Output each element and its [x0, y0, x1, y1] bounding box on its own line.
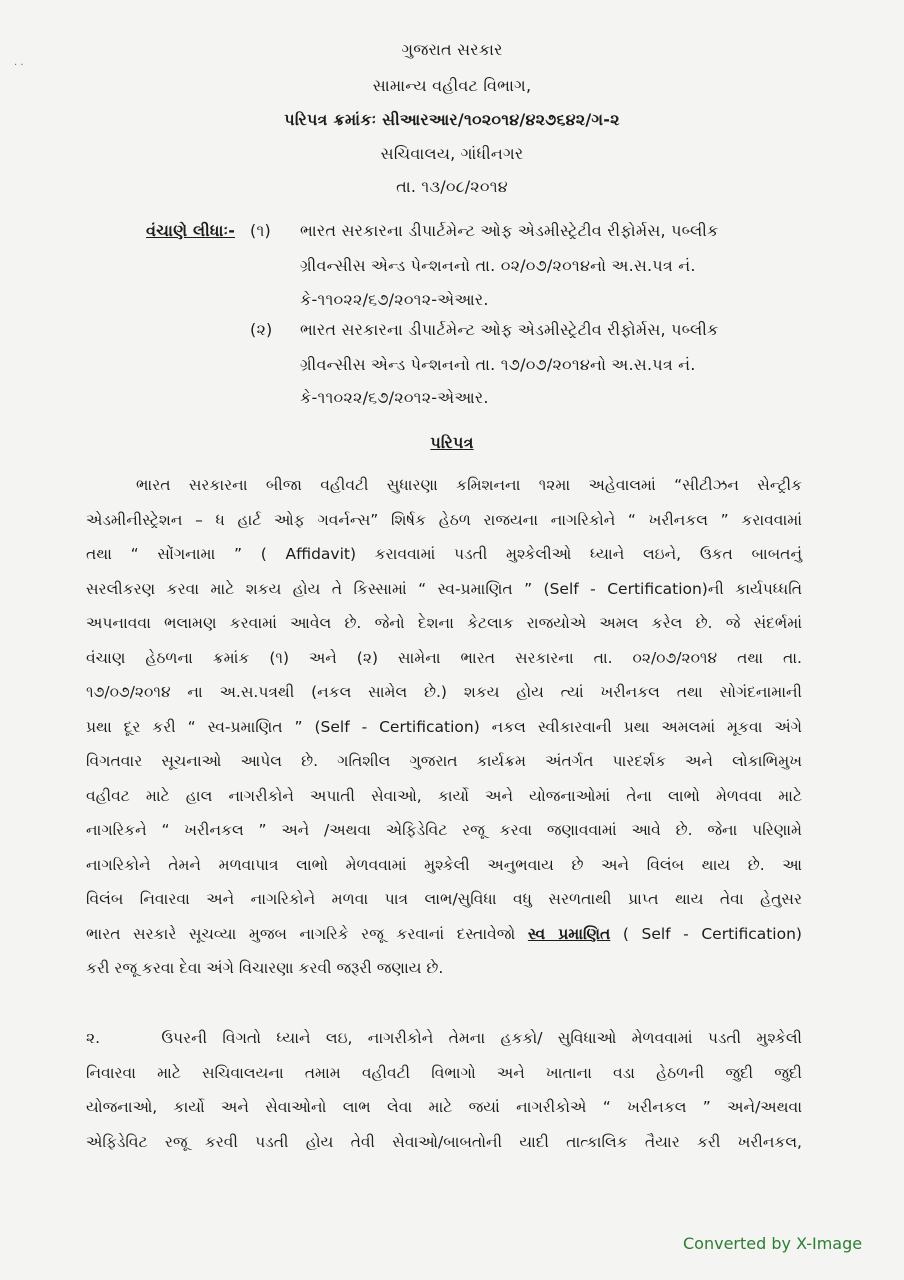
paragraph-1-line: તથા “ સોંગનામા ” ( Affidavit) કરાવવામાં પડતી મુશ્કેલીઓ ધ્યાને લઇને, ઉકત બાબતનું	[86, 545, 802, 563]
paragraph-1-line: ૧૭/૦૭/૨૦૧૪ ના અ.સ.પત્રથી (નકલ સામેલ છે.) શકય હોય ત્યાં ખરીનકલ તથા સોગંદનામાની	[86, 683, 802, 701]
paragraph-1-line: ભારત સરકારના બીજા વહીવટી સુધારણા કમિશનના ૧૨મા અહેવાલમાં “સીટીઝન સેન્ટ્રીક	[136, 476, 802, 494]
paragraph-2-line: ઉપરની વિગતો ધ્યાને લઇ, નાગરીકોને તેમના હકકો/ સુવિધાઓ મેળવવામાં પડતી મુશ્કેલી	[161, 1029, 802, 1047]
circular-label: પરિપત્ર ક્રમાંકઃ	[284, 110, 377, 129]
reference-2-line-2: ગ્રીવન્સીસ એન્ડ પેન્શનનો તા. ૧૭/૦૭/૨૦૧૪નો અ.સ.પત્ર નં.	[300, 355, 696, 374]
paragraph-1-line: વિલંબ નિવારવા અને નાગરિકોને મળવા પાત્ર લાભ/સુવિધા વધુ સરળતાથી પ્રાપ્ત થાય તેવા હેતુસર	[86, 890, 802, 908]
header-department: સામાન્ય વહીવટ વિભાગ,	[372, 76, 532, 95]
paragraph-1-line: નાગરિકોને તેમને મળવાપાત્ર લાભો મેળવવામાં મુશ્કેલી અનુભવાય છે અને વિલંબ થાય છે. આ	[86, 855, 802, 874]
paragraph-1	[86, 475, 802, 993]
header-circular-number	[0, 110, 904, 130]
watermark: Converted by X-Image	[683, 1234, 863, 1253]
paragraph-1-line: અપનાવવા ભલામણ કરવામાં આવેલ છે. જેનો દેશના કેટલાક રાજયોએ અમલ કરેલ છે. જે સંદર્ભમાં	[86, 614, 802, 632]
paragraph-1-line: સરલીકરણ કરવા માટે શકય હોય તે કિસ્સામાં “ સ્વ-પ્રમાણિત ” (Self - Certification)ની કાર્યપધ્ધતિ	[86, 579, 802, 598]
reference-2-number: (૨)	[250, 320, 273, 339]
circular-number: સીઆરઆર/૧૦૨૦૧૪/૪૨૭૬૪૨/ગ-૨	[382, 110, 620, 129]
scan-speck: · ·	[14, 60, 24, 71]
circular-heading: પરિપત્ર	[430, 433, 474, 452]
paragraph-2-line: નિવારવા માટે સચિવાલયના તમામ વહીવટી વિભાગો અને ખાતાના વડા હેઠળની જુદી જુદી	[86, 1063, 802, 1082]
paragraph-2-first-line	[86, 1028, 802, 1063]
header-government: ગુજરાત સરકાર	[401, 40, 503, 59]
paragraph-1-line: પ્રથા દૂર કરી “ સ્વ-પ્રમાણિત ” (Self - Certification) નકલ સ્વીકારવાની પ્રથા અમલમાં મૂકવા અંગે	[86, 717, 802, 736]
paragraph-1-last-line: કરી રજૂ કરવા દેવા અંગે વિચારણા કરવી જરૂરી જણાય છે.	[86, 959, 444, 977]
reference-1-number: (૧)	[250, 221, 271, 240]
paragraph-1-line: વિગતવાર સૂચનાઓ આપેલ છે. ગતિશીલ ગુજરાત કાર્યક્રમ અંતર્ગત પારદર્શક અને લોકાભિમુખ	[86, 752, 802, 770]
paragraph-2-number: ૨.	[86, 1029, 101, 1047]
paragraph-1-line: વહીવટ માટે હાલ નાગરીકોને અપાતી સેવાઓ, કાર્યો અને યોજનાઓમાં તેના લાભો મેળવવા માટે	[86, 786, 802, 805]
header-place: સચિવાલય, ગાંધીનગર	[380, 144, 524, 163]
paragraph-2	[86, 1028, 802, 1166]
paragraph-1-tail-after: ( Self - Certification)	[622, 924, 802, 943]
paragraph-1-line: વંચાણ હેઠળના ક્રમાંક (૧) અને (૨) સામેના ભારત સરકારના તા. ૦૨/૦૭/૨૦૧૪ તથા તા.	[86, 648, 802, 667]
paragraph-1-line: એડમીનીસ્ટ્રેશન – ધ હાર્ટ ઓફ ગવર્નન્સ” શિર્ષક હેઠળ રાજયના નાગરિકોને “ ખરીનકલ ” કરાવવામાં	[86, 510, 802, 529]
paragraph-1-line: નાગરિકને “ ખરીનકલ ” અને /અથવા એફિડેવિટ રજૂ કરવા જણાવવામાં આવે છે. જેના પરિણામે	[86, 821, 802, 839]
paragraph-2-line: યોજનાઓ, કાર્યો અને સેવાઓનો લાભ લેવા માટે જયાં નાગરીકોએ “ ખરીનકલ ” અને/અથવા	[86, 1098, 802, 1116]
reference-1-line-2: ગ્રીવન્સીસ એન્ડ પેન્શનનો તા. ૦૨/૦૭/૨૦૧૪નો અ.સ.પત્ર નં.	[300, 256, 696, 275]
paragraph-1-tail-before: ભારત સરકારે સૂચવ્યા મુજબ નાગરિકે રજૂ કરવાનાં દસ્તાવેજો	[86, 924, 516, 943]
reference-1-line-1: ભારત સરકારના ડીપાર્ટમેન્ટ ઓફ એડમીસ્ટ્રેટીવ રીફોર્મસ, પબ્લીક	[300, 221, 719, 240]
reference-1-line-3: કે-૧૧૦૨૨/૬૭/૨૦૧૨-એઆર.	[300, 290, 489, 309]
references-label: વંચાણે લીધાઃ-	[146, 221, 236, 240]
paragraph-1-line-self-certification	[86, 924, 802, 959]
reference-2-line-3: કે-૧૧૦૨૨/૬૭/૨૦૧૨-એઆર.	[300, 388, 489, 407]
paragraph-2-line: એફિડેવિટ રજૂ કરવી પડતી હોય તેવી સેવાઓ/બાબતોની યાદી તાત્કાલિક તૈયાર કરી ખરીનકલ,	[86, 1132, 802, 1151]
reference-2-line-1: ભારત સરકારના ડીપાર્ટમેન્ટ ઓફ એડમીસ્ટ્રેટીવ રીફોર્મસ, પબ્લીક	[300, 320, 719, 339]
self-attested-emphasis: સ્વ પ્રમાણિત	[527, 924, 611, 943]
header-date: તા. ૧૩/૦૮/૨૦૧૪	[396, 177, 508, 196]
